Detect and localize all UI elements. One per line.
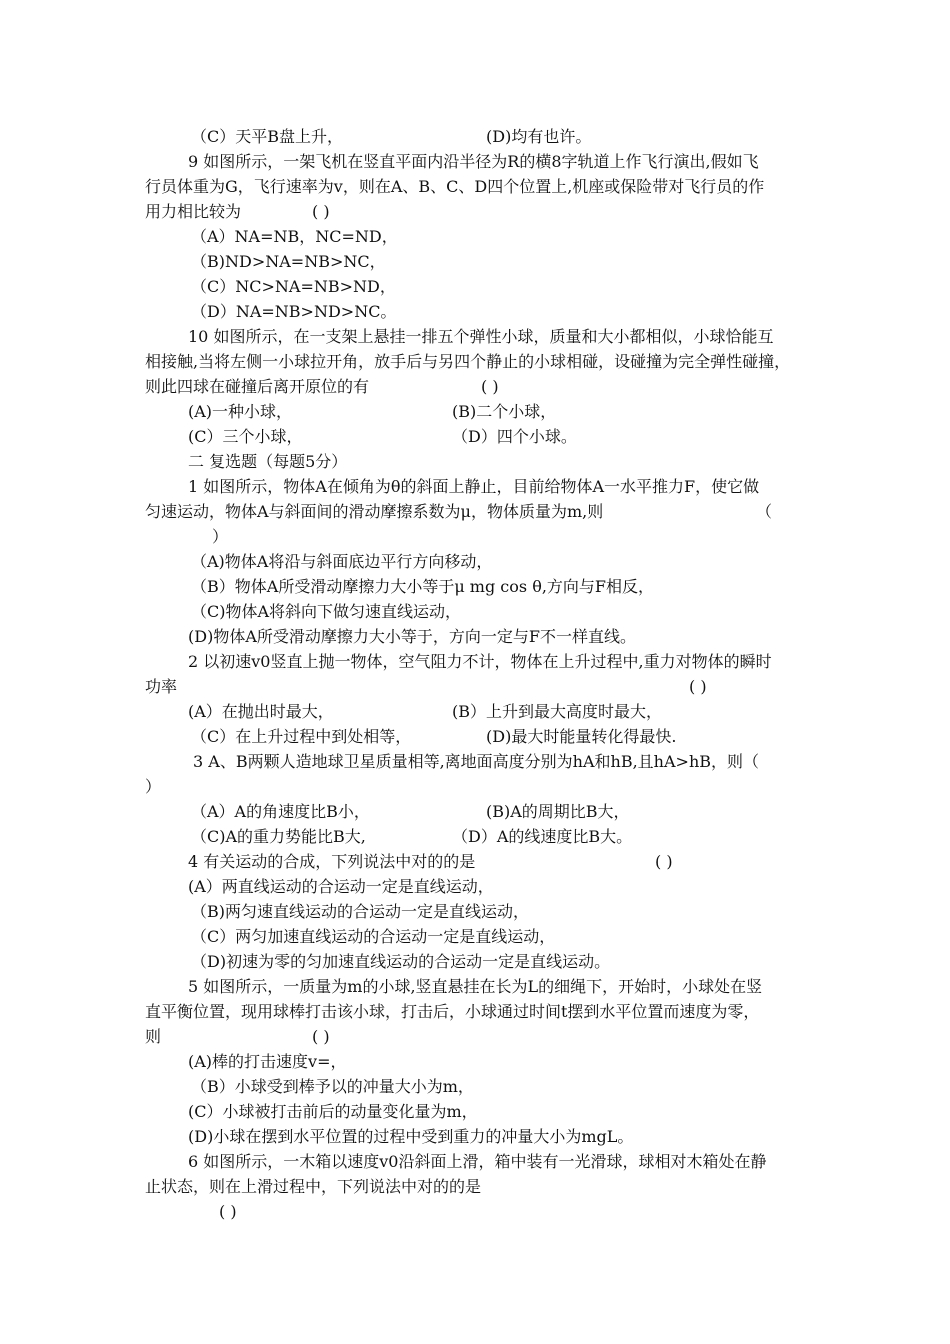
text-segment: (D)小球在摆到水平位置的过程中受到重力的冲量大小为mgL。 xyxy=(188,1127,634,1146)
text-segment: (A）两直线运动的合运动一定是直线运动， xyxy=(188,877,494,896)
text-line xyxy=(0,124,950,149)
text-segment: （D)初速为零的匀加速直线运动的合运动一定是直线运动。 xyxy=(191,952,611,971)
text-line xyxy=(0,299,950,324)
text-line xyxy=(0,1024,950,1049)
text-segment: (B)A的周期比B大， xyxy=(486,802,630,821)
text-segment: (B)二个小球， xyxy=(452,402,557,421)
text-segment: ( ) xyxy=(219,1202,237,1221)
text-line xyxy=(0,724,950,749)
text-segment: 4 有关运动的合成，下列说法中对的的是 xyxy=(188,852,476,871)
text-line xyxy=(0,974,950,999)
text-segment: （C）天平B盘上升， xyxy=(191,127,344,146)
text-segment: 用力相比较为 xyxy=(145,202,242,221)
text-line xyxy=(0,849,950,874)
text-line xyxy=(0,349,950,374)
text-segment: （A）A的角速度比B小， xyxy=(191,802,370,821)
text-segment: (C）三个小球， xyxy=(188,427,303,446)
text-segment: 3 A、B两颗人造地球卫星质量相等,离地面高度分别为hA和hB,且hA>hB，则（ xyxy=(193,752,760,771)
text-segment: ( ) xyxy=(481,377,499,396)
text-line xyxy=(0,274,950,299)
text-segment: （C)A的重力势能比B大, xyxy=(191,827,366,846)
text-line xyxy=(0,1149,950,1174)
text-segment: (D)最大时能量转化得最快. xyxy=(486,727,677,746)
text-segment: 相接触,当将左侧一小球拉开角，放手后与另四个静止的小球相碰，设碰撞为完全弹性碰撞， xyxy=(145,352,791,371)
text-segment: ( ) xyxy=(655,852,673,871)
text-segment: ） xyxy=(212,527,229,546)
text-line xyxy=(0,1049,950,1074)
text-line xyxy=(0,599,950,624)
text-line xyxy=(0,374,950,399)
text-segment: （ xyxy=(756,502,773,521)
text-line xyxy=(0,449,950,474)
text-line xyxy=(0,824,950,849)
text-line xyxy=(0,1099,950,1124)
text-segment: (A)棒的打击速度v=， xyxy=(188,1052,347,1071)
text-segment: （B)ND>NA=NB>NC， xyxy=(191,252,386,271)
text-segment: （D）A的线速度比B大。 xyxy=(452,827,633,846)
text-line xyxy=(0,149,950,174)
text-segment: （A)物体A将沿与斜面底边平行方向移动， xyxy=(191,552,493,571)
text-line xyxy=(0,324,950,349)
text-segment: （B）小球受到棒予以的冲量大小为m， xyxy=(191,1077,474,1096)
text-line xyxy=(0,1074,950,1099)
text-line xyxy=(0,549,950,574)
text-line xyxy=(0,1174,950,1199)
text-segment: (C）小球被打击前后的动量变化量为m， xyxy=(188,1102,478,1121)
text-segment: （B）物体A所受滑动摩擦力大小等于μ mg cos θ,方向与F相反， xyxy=(191,577,655,596)
text-segment: （D）NA=NB>ND>NC。 xyxy=(191,302,397,321)
text-segment: （C）两匀加速直线运动的合运动一定是直线运动， xyxy=(191,927,556,946)
text-line xyxy=(0,524,950,549)
text-line xyxy=(0,624,950,649)
text-segment: 则此四球在碰撞后离开原位的有 xyxy=(145,377,370,396)
text-line xyxy=(0,699,950,724)
text-segment: 9 如图所示，一架飞机在竖直平面内沿半径为R的横8字轨道上作飞行演出,假如飞 xyxy=(188,152,759,171)
text-line xyxy=(0,799,950,824)
text-segment: 直平衡位置，现用球棒打击该小球，打击后，小球通过时间t摆到水平位置而速度为零， xyxy=(145,1002,760,1021)
text-line xyxy=(0,774,950,799)
text-line xyxy=(0,749,950,774)
text-line xyxy=(0,649,950,674)
text-segment: 匀速运动，物体A与斜面间的滑动摩擦系数为μ，物体质量为m,则 xyxy=(145,502,604,521)
text-segment: （D）四个小球。 xyxy=(452,427,577,446)
text-line xyxy=(0,874,950,899)
text-line xyxy=(0,224,950,249)
text-segment: ） xyxy=(145,777,162,796)
text-line xyxy=(0,199,950,224)
text-segment: （A）NA=NB，NC=ND， xyxy=(191,227,398,246)
text-line xyxy=(0,999,950,1024)
text-line xyxy=(0,474,950,499)
text-segment: 行员体重为G，飞行速率为v，则在A、B、C、D四个位置上,机座或保险带对飞行员的作 xyxy=(145,177,765,196)
text-line xyxy=(0,574,950,599)
text-line xyxy=(0,424,950,449)
text-segment: 则 xyxy=(145,1027,162,1046)
text-segment: (A）在抛出时最大， xyxy=(188,702,334,721)
text-segment: 二 复选题（每题5分） xyxy=(188,452,348,471)
text-segment: ( ) xyxy=(312,202,330,221)
text-segment: 功率 xyxy=(145,677,178,696)
text-line xyxy=(0,924,950,949)
text-line xyxy=(0,499,950,524)
text-segment: 6 如图所示，一木箱以速度v0沿斜面上滑，箱中装有一光滑球，球相对木箱处在静 xyxy=(188,1152,767,1171)
text-line xyxy=(0,1124,950,1149)
text-segment: 止状态，则在上滑过程中，下列说法中对的的是 xyxy=(145,1177,482,1196)
text-segment: 10 如图所示，在一支架上悬挂一排五个弹性小球，质量和大小都相似，小球恰能互 xyxy=(188,327,774,346)
text-segment: （C）在上升过程中到处相等， xyxy=(191,727,412,746)
text-line xyxy=(0,949,950,974)
text-line xyxy=(0,399,950,424)
text-segment: (B）上升到最大高度时最大， xyxy=(452,702,663,721)
text-line xyxy=(0,174,950,199)
text-segment: 5 如图所示，一质量为m的小球,竖直悬挂在长为L的细绳下，开始时，小球处在竖 xyxy=(188,977,763,996)
text-segment: (D)均有也许。 xyxy=(486,127,592,146)
text-segment: ( ) xyxy=(689,677,707,696)
text-segment: 2 以初速v0竖直上抛一物体，空气阻力不计，物体在上升过程中,重力对物体的瞬时 xyxy=(188,652,772,671)
text-segment: ( ) xyxy=(312,1027,330,1046)
text-segment: (A)一种小球， xyxy=(188,402,293,421)
text-segment: （C）NC>NA=NB>ND， xyxy=(191,277,396,296)
text-segment: （B)两匀速直线运动的合运动一定是直线运动， xyxy=(191,902,530,921)
text-segment: （C)物体A将斜向下做匀速直线运动， xyxy=(191,602,462,621)
text-line xyxy=(0,674,950,699)
text-segment: (D)物体A所受滑动摩擦力大小等于，方向一定与F不一样直线。 xyxy=(188,627,636,646)
text-line xyxy=(0,899,950,924)
text-line xyxy=(0,249,950,274)
text-line xyxy=(0,1199,950,1224)
text-segment: 1 如图所示，物体A在倾角为θ的斜面上静止，目前给物体A一水平推力F，使它做 xyxy=(188,477,760,496)
